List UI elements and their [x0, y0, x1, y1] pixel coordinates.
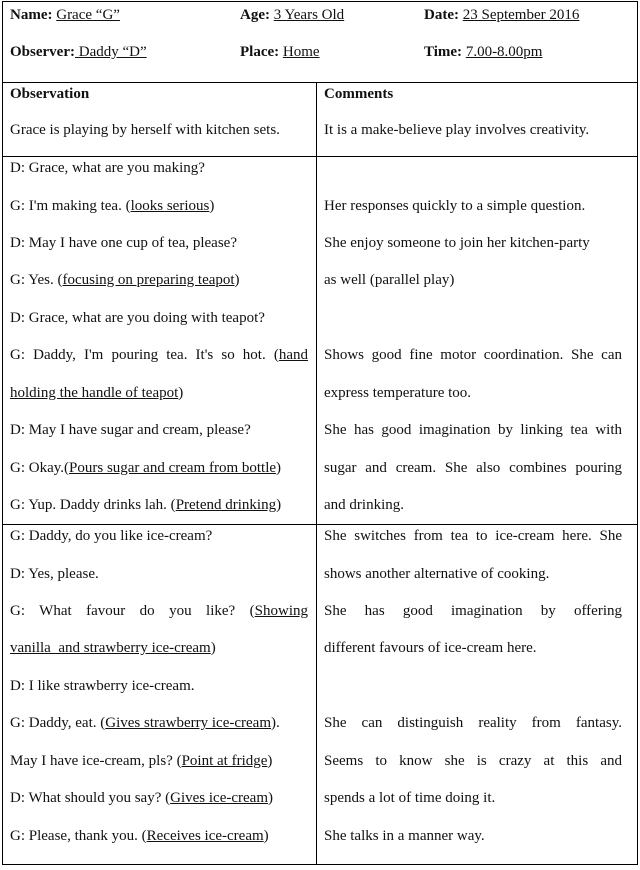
name-field: [10, 7, 120, 24]
name-label: Name:: [10, 7, 53, 23]
column-divider: [316, 83, 317, 865]
observation-header: Observation: [10, 86, 90, 102]
comment-line: spends a lot of time doing it.: [324, 790, 496, 806]
observation-line: G: Yes. (focusing on preparing teapot): [10, 272, 240, 288]
row-divider-1: [2, 156, 638, 157]
comment-line: Shows good fine motor coordination. She can: [324, 347, 622, 363]
comment-line: She can distinguish reality from fantasy.: [324, 715, 622, 731]
comment-line: She has good imagination by offering: [324, 603, 622, 619]
observation-line: D: Yes, please.: [10, 566, 99, 582]
comment-line: She enjoy someone to join her kitchen-party: [324, 235, 590, 251]
intro-comment: It is a make-believe play involves creativity.: [324, 122, 590, 138]
row-divider-2: [2, 524, 638, 525]
comment-line: shows another alternative of cooking.: [324, 566, 550, 582]
age-label: Age:: [240, 7, 270, 23]
date-label: Date:: [424, 7, 459, 23]
age-value: 3 Years Old: [273, 7, 345, 23]
observation-line: holding the handle of teapot): [10, 385, 184, 401]
observer-field: [10, 44, 147, 61]
time-field: [424, 44, 542, 61]
date-value: 23 September 2016: [462, 7, 580, 23]
observation-line: G: Okay.(Pours sugar and cream from bottle): [10, 460, 282, 476]
observer-label: Observer:: [10, 44, 75, 60]
observation-line: G: Please, thank you. (Receives ice-cream): [10, 828, 269, 844]
date-field: [424, 7, 579, 24]
age-field: [240, 7, 344, 24]
time-value: 7.00-8.00pm: [465, 44, 543, 60]
observation-line: vanilla and strawberry ice-cream): [10, 640, 216, 656]
comment-line: express temperature too.: [324, 385, 472, 401]
observation-line: May I have ice-cream, pls? (Point at fridge): [10, 753, 273, 769]
name-value: Grace “G”: [56, 7, 120, 23]
observation-line: D: May I have sugar and cream, please?: [10, 422, 251, 438]
comment-line: She talks in a manner way.: [324, 828, 485, 844]
comment-line: Seems to know she is crazy at this and: [324, 753, 622, 769]
comment-line: Her responses quickly to a simple question.: [324, 198, 586, 214]
comment-line: as well (parallel play): [324, 272, 455, 288]
observation-line: D: Grace, what are you doing with teapot?: [10, 310, 265, 326]
place-label: Place:: [240, 44, 280, 60]
observation-line: G: What favour do you like? (Showing: [10, 603, 308, 619]
comment-line: different favours of ice-cream here.: [324, 640, 537, 656]
comment-line: She has good imagination by linking tea with: [324, 422, 622, 438]
observation-line: G: Daddy, do you like ice-cream?: [10, 528, 213, 544]
comment-line: and drinking.: [324, 497, 404, 513]
observation-line: D: May I have one cup of tea, please?: [10, 235, 237, 251]
place-value: Home: [282, 44, 320, 60]
place-field: [240, 44, 320, 61]
observation-line: G: Daddy, I'm pouring tea. It's so hot. (hand: [10, 347, 308, 363]
observation-line: G: Yup. Daddy drinks lah. (Pretend drinking): [10, 497, 282, 513]
observer-value: Daddy “D”: [74, 44, 147, 60]
comment-line: sugar and cream. She also combines pouring: [324, 460, 622, 476]
observation-line: G: Daddy, eat. (Gives strawberry ice-cream).: [10, 715, 280, 731]
observation-line: G: I'm making tea. (looks serious): [10, 198, 215, 214]
observation-line: D: Grace, what are you making?: [10, 160, 205, 176]
comment-line: She switches from tea to ice-cream here. She: [324, 528, 622, 544]
observation-line: D: I like strawberry ice-cream.: [10, 678, 195, 694]
intro-observation: Grace is playing by herself with kitchen sets.: [10, 122, 280, 138]
observation-line: D: What should you say? (Gives ice-cream): [10, 790, 273, 806]
time-label: Time:: [424, 44, 463, 60]
comments-header: Comments: [324, 86, 394, 102]
